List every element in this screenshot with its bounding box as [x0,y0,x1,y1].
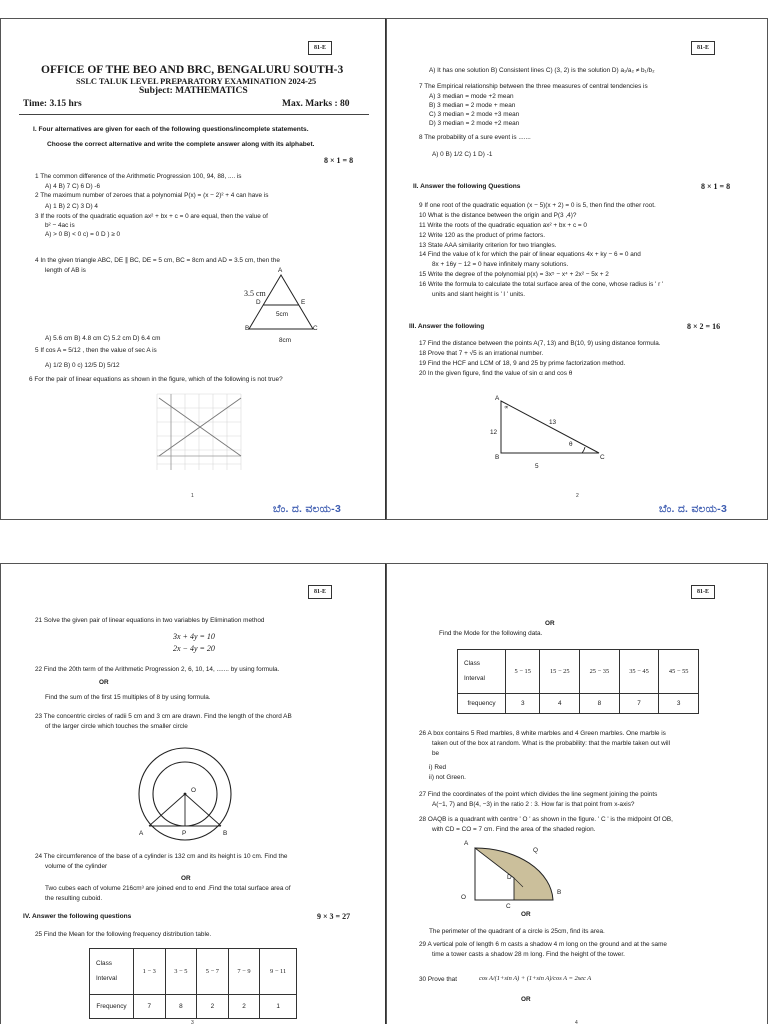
table-cell: 15 − 25 [540,650,580,694]
question-3: 3 If the roots of the quadratic equation ax² + bx + c = 0 are equal, then the value of [35,213,268,220]
table-header-class-interval [458,650,506,694]
vertex-b-label: B [245,325,250,332]
equation-2: 2x − 4y = 20 [173,644,215,653]
question-2-options: A) 1 B) 2 C) 3 D) 4 [45,203,98,210]
mean-frequency-table [89,948,297,1019]
section-3-marks: 8 × 2 = 16 [687,322,721,331]
question-4-options: A) 5.6 cm B) 4.8 cm C) 5.2 cm D) 6.4 cm [45,335,161,342]
table-cell: 25 − 35 [580,650,620,694]
point-a-label: A [139,830,144,837]
question-26-part-ii: ii) not Green. [429,774,466,781]
question-22: 22 Find the 20th term of the Arithmetic Progression 2, 6, 10, 14, ....... by using formula. [35,666,280,673]
section-2-marks: 8 × 1 = 8 [701,182,731,191]
page-number: 4 [575,1020,578,1024]
page-2 [386,18,768,520]
table-cell: 1 [260,995,297,1019]
question-30-identity: cos A/(1+sin A) + (1+sin A)/cos A = 2sec A [479,975,592,982]
question-29-continued: time a tower casts a shadow 28 m long. Find the height of the tower. [432,951,625,958]
section-4-heading: IV. Answer the following questions [23,913,132,920]
question-23-continued: of the larger circle which touches the smaller circle [45,723,188,730]
point-b-label: B [557,889,562,896]
table-cell: 45 − 55 [659,650,699,694]
header-class: Class [96,960,112,968]
question-1: 1 The common difference of the Arithmetic Progression 100, 94, 88, .... is [35,173,242,180]
question-28-continued: with CD = CO = 7 cm. Find the area of the shaded region. [432,826,596,833]
question-26-continued: taken out of the box at random. What is the probability: that the marble taken out will [432,740,671,747]
question-1-options: A) 4 B) 7 C) 6 D) -6 [45,183,101,190]
vertex-d-label: D [256,299,261,306]
or-label: OR [521,996,531,1003]
footer-zone-label: ಬೆಂ. ದ. ವಲಯ-3 [273,503,342,515]
paper-code: 81-E [691,41,715,55]
table-cell: 2 [228,995,260,1019]
header-class: Class [464,660,480,668]
vertex-c-label: C [313,325,318,332]
page-number: 2 [576,493,579,499]
vertex-c-label: C [600,454,605,461]
table-cell: 35 − 45 [619,650,659,694]
question-21: 21 Solve the given pair of linear equations in two variables by Elimination method [35,617,265,624]
table-cell: 8 [165,995,197,1019]
question-26: 26 A box contains 5 Red marbles, 8 white marbles and 4 Green marbles. One marble is [419,730,666,737]
table-cell: 3 − 5 [165,949,197,995]
header-interval: Interval [96,974,117,982]
or-label: OR [99,679,109,686]
table-header-class-interval [90,949,134,995]
table-cell: 5 − 7 [197,949,229,995]
point-a-label: A [464,840,469,847]
question-24-alternative-continued: the resulting cuboid. [45,895,103,902]
or-label: OR [521,911,531,918]
exam-title: SSLC TALUK LEVEL PREPARATORY EXAMINATION 2024-25 [76,77,317,86]
side-bc-length-label: 5 [535,463,539,470]
angle-theta-label: θ [569,441,573,448]
angle-alpha-label: ∝ [504,404,509,411]
question-8: 8 The probability of a sure event is ....... [419,134,531,141]
question-30: 30 Prove that [419,976,458,983]
vertex-a-label: A [278,267,283,274]
question-28: 28 OAQB is a quadrant with centre ' O ' as shown in the figure. ' C ' is the midpoint Of OB, [419,816,673,823]
question-14-continued: 8x + 16y − 12 = 0 have infinitely many solutions. [432,261,569,268]
table-cell: 7 [134,995,166,1019]
question-14: 14 Find the value of k for which the pair of linear equations 4x + ky − 6 = 0 and [419,251,641,258]
page-1 [0,18,386,520]
question-16: 16 Write the formula to calculate the total surface area of the cone, whose radius is ' r ' [419,281,664,288]
paper-code: 81-E [691,585,715,599]
de-length-label: 5cm [276,311,289,318]
or-label: OR [545,620,555,627]
question-7: 7 The Empirical relationship between the three measures of central tendencies is [419,83,648,90]
question-26-continued-2: be [432,750,440,757]
ad-length-label: 3.5 cm [244,289,266,298]
question-8-options: A) 0 B) 1/2 C) 1 D) -1 [432,151,493,158]
question-22-alternative: Find the sum of the first 15 multiples of 8 by using formula. [45,694,211,701]
question-26-part-i: i) Red [429,764,447,771]
table-row-label: Frequency [90,995,134,1019]
question-3-continued: b² − 4ac is [45,222,75,229]
section-1-instruction-2: Choose the correct alternative and write the complete answer along with its alphabet. [47,141,315,148]
question-5-options: A) 1/2 B) 0 c) 12/5 D) 5/12 [45,362,120,369]
question-5: 5 If cos A = 5/12 , then the value of sec A is [35,347,157,354]
question-11: 11 Write the roots of the quadratic equation ax² + bx + c = 0 [419,222,587,229]
linear-equations-graph [149,386,247,476]
question-17: 17 Find the distance between the points A(7, 13) and B(10, 9) using distance formula. [419,340,661,347]
question-9: 9 If one root of the quadratic equation (x − 5)(x + 2) = 0 is 5, then find the other root. [419,202,656,209]
question-28-alternative: The perimeter of the quadrant of a circle is 25cm, find its area. [429,928,605,935]
bc-length-label: 8cm [279,337,292,344]
question-23: 23 The concentric circles of radii 5 cm and 3 cm are drawn. Find the length of the chord AB [35,713,292,720]
subject-title: Subject: MATHEMATICS [139,86,248,96]
mode-frequency-table [457,649,699,714]
hypotenuse-length-label: 13 [549,419,557,426]
point-c-label: C [506,903,511,910]
table-cell: 7 [619,694,659,714]
centre-o-label: O [191,787,196,794]
question-25: 25 Find the Mean for the following frequency distribution table. [35,931,212,938]
header-interval: Interval [464,674,485,682]
question-24-continued: volume of the cylinder [45,863,108,870]
question-7-option-d: D) 3 median = 2 mode +2 mean [429,120,520,127]
header-divider [19,114,369,115]
point-b-label: B [223,830,228,837]
question-19: 19 Find the HCF and LCM of 18, 9 and 25 by prime factorization method. [419,360,626,367]
vertex-e-label: E [301,299,306,306]
point-q-label: Q [533,847,538,854]
page-number: 3 [191,1020,194,1024]
question-6-options: A) It has one solution B) Consistent lines C) (3, 2) is the solution D) a₁/a₂ ≠ b₁/b₂ [429,67,655,74]
page-4 [386,563,768,1024]
section-3-heading: III. Answer the following [409,323,485,330]
question-7-option-a: A) 3 median = mode +2 mean [429,93,514,100]
question-20: 20 In the given figure, find the value of sin α and cos θ [419,370,573,377]
question-27: 27 Find the coordinates of the point which divides the line segment joining the points [419,791,658,798]
side-ab-length-label: 12 [490,429,498,436]
table-cell: 3 [506,694,540,714]
question-27-continued: A(−1, 7) and B(4, −3) in the ratio 2 : 3. How far is that point from x-axis? [432,801,635,808]
question-18: 18 Prove that 7 + √5 is an irrational number. [419,350,544,357]
footer-zone-label: ಬೆಂ. ದ. ವಲಯ-3 [659,503,728,515]
question-7-option-c: C) 3 median = 2 mode +3 mean [429,111,520,118]
table-cell: 3 [659,694,699,714]
question-10: 10 What is the distance between the origin and P(3 ,4)? [419,212,577,219]
office-title: OFFICE OF THE BEO AND BRC, BENGALURU SOUTH-3 [41,64,344,76]
quadrant-oaqb-figure [465,840,565,906]
table-cell: 7 − 9 [228,949,260,995]
question-13: 13 State AAA similarity criterion for two triangles. [419,242,557,249]
question-15: 15 Write the degree of the polynomial p(x) = 3x⁵ − x⁴ + 2x² − 5x + 2 [419,271,609,278]
mode-question: Find the Mode for the following data. [439,630,543,637]
section-4-marks: 9 × 3 = 27 [317,912,351,921]
triangle-abc-figure [241,267,321,342]
table-row-label: frequency [458,694,506,714]
question-4: 4 In the given triangle ABC, DE ∥ BC, DE = 5 cm, BC = 8cm and AD = 3.5 cm, then the [35,257,280,264]
table-cell: 5 − 15 [506,650,540,694]
vertex-a-label: A [495,395,500,402]
equation-1: 3x + 4y = 10 [173,632,215,641]
question-24-alternative: Two cubes each of volume 216cm³ are joined end to end .Find the total surface area of [45,885,291,892]
question-6: 6 For the pair of linear equations as shown in the figure, which of the following is not true? [29,376,283,383]
point-d-label: D [507,874,512,881]
question-4-continued: length of AB is [45,267,86,274]
question-3-options: A) > 0 B) < 0 c) = 0 D ) ≥ 0 [45,231,121,238]
table-cell: 4 [540,694,580,714]
section-2-heading: II. Answer the following Questions [413,183,521,190]
question-16-continued: units and slant height is ' l ' units. [432,291,526,298]
paper-code: 81-E [308,41,332,55]
question-29: 29 A vertical pole of length 6 m casts a shadow 4 m long on the ground and at the same [419,941,667,948]
page-3 [0,563,386,1024]
question-12: 12 Write 120 as the product of prime factors. [419,232,545,239]
table-cell: 1 − 3 [134,949,166,995]
table-cell: 8 [580,694,620,714]
section-1-marks: 8 × 1 = 8 [324,156,354,165]
max-marks-label: Max. Marks : 80 [282,99,350,109]
table-cell: 2 [197,995,229,1019]
time-label: Time: 3.15 hrs [23,99,82,109]
question-7-option-b: B) 3 median = 2 mode + mean [429,102,516,109]
point-p-label: P [182,830,187,837]
point-o-label: O [461,894,466,901]
question-2: 2 The maximum number of zeroes that a polynomial P(x) = (x − 2)² + 4 can have is [35,192,269,199]
section-1-instruction: I. Four alternatives are given for each of the following questions/incomplete statements. [33,126,309,133]
paper-code: 81-E [308,585,332,599]
or-label: OR [181,875,191,882]
vertex-b-label: B [495,454,500,461]
question-24: 24 The circumference of the base of a cylinder is 132 cm and its height is 10 cm. Find the [35,853,288,860]
table-cell: 9 − 11 [260,949,297,995]
page-number: 1 [191,493,194,499]
